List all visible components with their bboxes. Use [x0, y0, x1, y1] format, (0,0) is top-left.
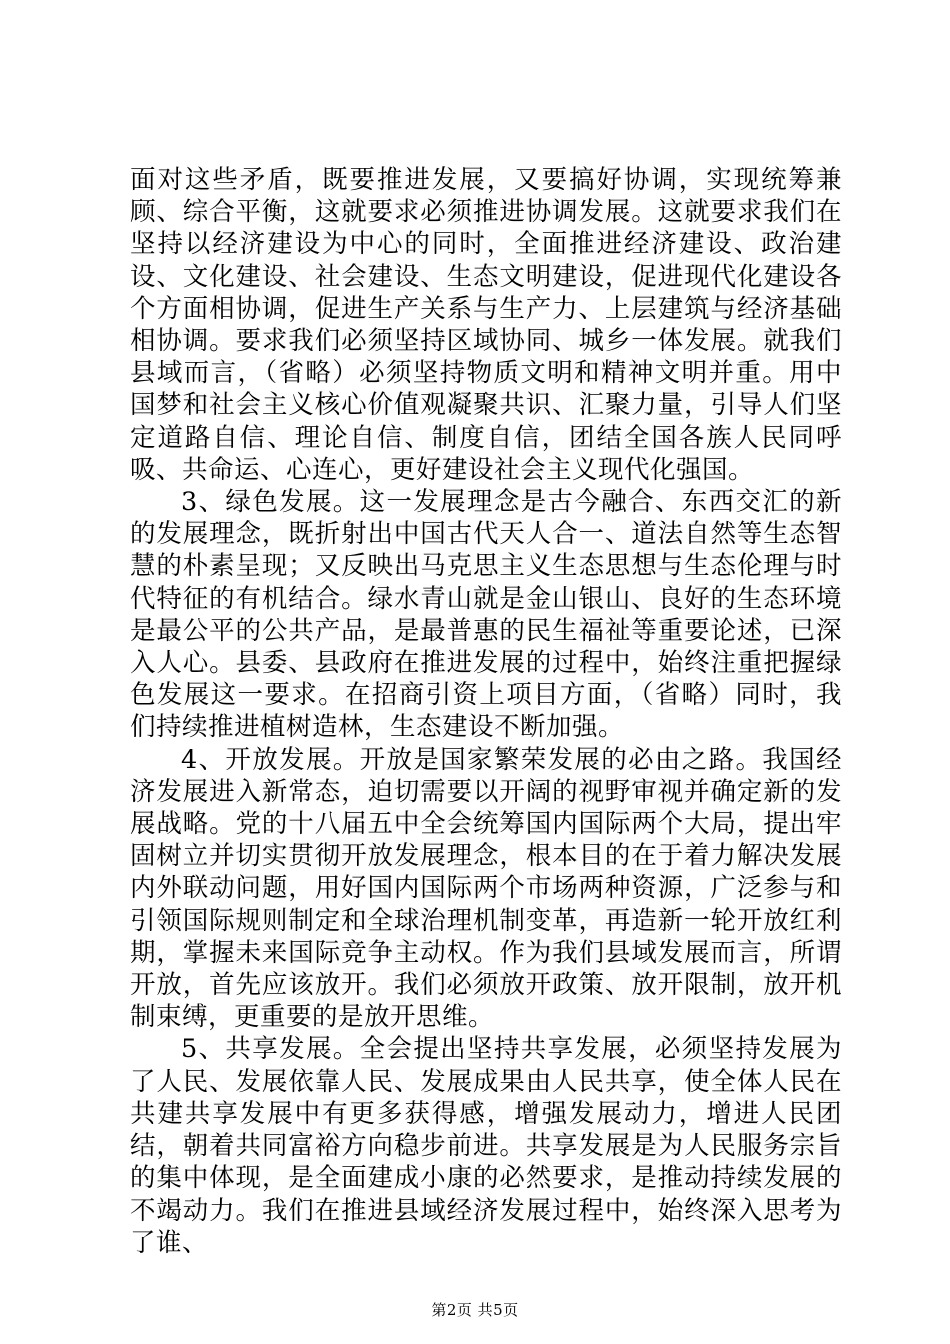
paragraph-coordinated-development-continuation: 面对这些矛盾，既要推进发展，又要搞好协调，实现统筹兼顾、综合平衡，这就要求必须推进协调发展。这就要求我们在坚持以经济建设为中心的同时，全面推进经济建设、政治建设、文化建设、社会建设、生态文明建设，促进现代化建设各个方面相协调，促进生产关系与生产力、上层建筑与经济基础相协调。要求我们必须坚持区域协同、城乡一体发展。就我们县域而言，（省略）必须坚持物质文明和精神文明并重。用中国梦和社会主义核心价值观凝聚共识、汇聚力量，引导人们坚定道路自信、理论自信、制度自信，团结全国各族人民同呼吸、共命运、心连心，更好建设社会主义现代化强国。 [130, 165, 842, 485]
paragraph-open-development: 4、开放发展。开放是国家繁荣发展的必由之路。我国经济发展进入新常态，迫切需要以开阔的视野审视并确定新的发展战略。党的十八届五中全会统筹国内国际两个大局，提出牢固树立并切实贯彻开放发展理念，根本目的在于着力解决发展内外联动问题，用好国内国际两个市场两种资源，广泛参与和引领国际规则制定和全球治理机制变革，再造新一轮开放红利期，掌握未来国际竞争主动权。作为我们县域发展而言，所谓开放，首先应该放开。我们必须放开政策、放开限制，放开机制束缚，更重要的是放开思维。 [130, 744, 842, 1033]
paragraph-shared-development: 5、共享发展。全会提出坚持共享发展，必须坚持发展为了人民、发展依靠人民、发展成果由人民共享，使全体人民在共建共享发展中有更多获得感，增强发展动力，增进人民团结，朝着共同富裕方向稳步前进。共享发展是为人民服务宗旨的集中体现，是全面建成小康的必然要求，是推动持续发展的不竭动力。我们在推进县域经济发展过程中，始终深入思考为了谁、 [130, 1034, 842, 1258]
document-body [130, 164, 842, 1259]
paragraph-green-development: 3、绿色发展。这一发展理念是古今融合、东西交汇的新的发展理念，既折射出中国古代天人合一、道法自然等生态智慧的朴素呈现；又反映出马克思主义生态思想与生态伦理与时代特征的有机结合。绿水青山就是金山银山、良好的生态环境是最公平的公共产品，是最普惠的民生福祉等重要论述，已深入人心。县委、县政府在推进发展的过程中，始终注重把握绿色发展这一要求。在招商引资上项目方面，（省略）同时，我们持续推进植树造林，生态建设不断加强。 [130, 487, 842, 743]
page-number-footer: 第2页 共5页 [431, 1301, 519, 1319]
